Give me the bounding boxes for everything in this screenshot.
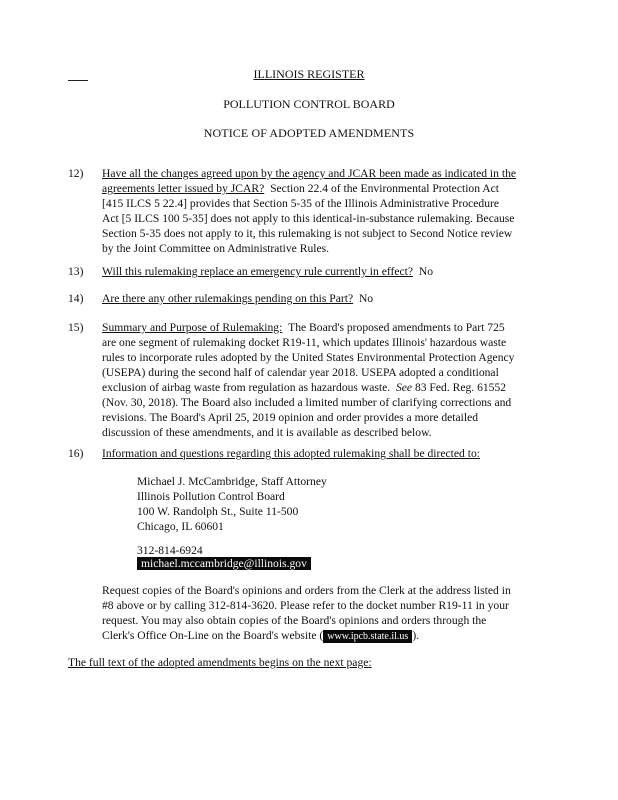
- contact-email-line: [137, 556, 311, 571]
- item-14-text: Are there any other rulemakings pending on this Part? No: [102, 292, 374, 305]
- contact-email[interactable]: michael.mccambridge@illinois.gov: [137, 557, 311, 570]
- item-15-text: Summary and Purpose of Rulemaking: The Board's proposed amendments to Part 725 are one segment of rulemaking docket R19-11, which updates Illinois' hazardous waste rules to incorporate rules adopted by the United States Environmental Protection Agency (USEPA) during the second half of calendar year 2018. USEPA adopted a conditional exclusion of airbag waste from regulation as hazardous waste. See 83 Fed. Reg. 61552 (Nov. 30, 2018). The Board also included a limited number of clarifying corrections and revisions. The Board's April 25, 2019 opinion and order provides a more detailed discussion of these amendments, and it is available as described below.: [102, 321, 515, 439]
- footer-text: The full text of the adopted amendments begins on the next page:: [68, 656, 372, 669]
- item-16-text: Information and questions regarding this adopted rulemaking shall be directed to:: [102, 447, 480, 460]
- contact-city: Chicago, IL 60601: [137, 520, 224, 533]
- item-12-answer-l1: Section 22.4 of the Environmental Protection Act: [270, 182, 500, 195]
- item-12-question: Have all the changes agreed upon by the agency and JCAR been made as indicated in the agreements letter issued by JCAR?: [102, 167, 517, 195]
- request-paragraph: Request copies of the Board's opinions and orders from the Clerk at the address listed in #8 above or by calling 312-814-3620. Please refer to the docket number R19-11 in your request. You may also obtain copies of the Board's opinions and orders through the Clerk's Office On-Line on the Board's website ( www.ipcb.state.il.us ).: [102, 584, 511, 642]
- contact-phone: 312-814-6924: [137, 544, 203, 557]
- board-title: POLLUTION CONTROL BOARD: [223, 97, 395, 111]
- contact-name: Michael J. McCambridge, Staff Attorney: [137, 475, 327, 488]
- contact-org: Illinois Pollution Control Board: [137, 490, 285, 503]
- contact-block: [137, 474, 327, 534]
- item-13-text: Will this rulemaking replace an emergency rule currently in effect? No: [102, 265, 434, 278]
- register-title: ILLINOIS REGISTER: [253, 67, 365, 81]
- contact-address: 100 W. Randolph St., Suite 11-500: [137, 505, 299, 518]
- website-link[interactable]: www.ipcb.state.il.us: [323, 630, 412, 643]
- notice-title: NOTICE OF ADOPTED AMENDMENTS: [203, 126, 415, 140]
- item-12-text: Have all the changes agreed upon by the agency and JCAR been made as indicated in the agreements letter issued by JCAR? Section 22.4 of the Environmental Protection Act [415 ILCS 5 22.4] provides that Section 5-35 of the Illinois Administrative Procedure Act [5 ILCS 100 5-35] does not apply to this identical-in-substance rulemaking. Because Section 5-35 does not apply to it, this rulemaking is not subject to Second Notice review by the Joint Committee on Administrative Rules.: [102, 167, 517, 255]
